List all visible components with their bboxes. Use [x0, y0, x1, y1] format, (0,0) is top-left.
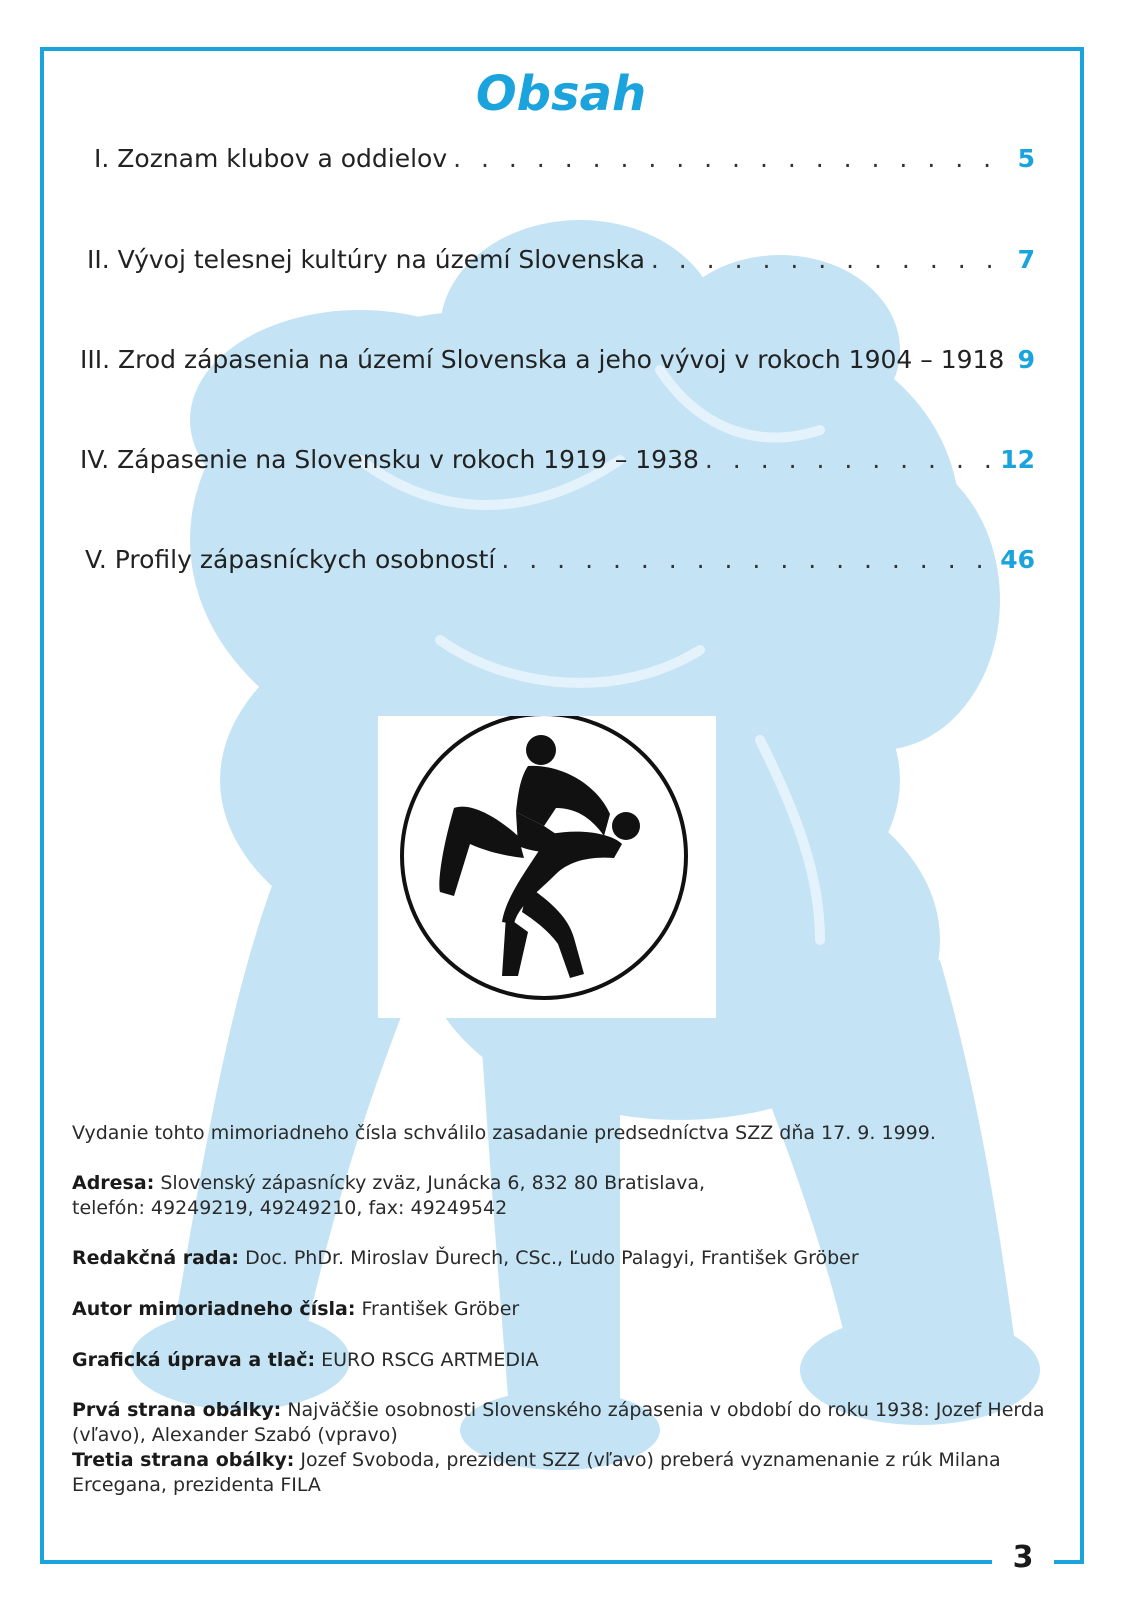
phone-line: telefón: 49249219, 49249210, fax: 49249542	[72, 1197, 508, 1219]
toc-item-label: III. Zrod zápasenia na území Slovenska a jeho vývoj v rokoch 1904 – 1918	[80, 345, 1005, 374]
toc-item-page: 5	[1017, 144, 1035, 173]
toc-item[interactable]	[80, 445, 1035, 485]
toc-item-label: I. Zoznam klubov a oddielov	[94, 144, 448, 173]
third-cover-value: Jozef Svoboda, prezident SZZ (vľavo) preberá vyznamenanie z rúk Milana Ercegana, prezidenta FILA	[72, 1449, 1001, 1496]
toc-item-page: 9	[1017, 345, 1035, 374]
graphics-value: EURO RSCG ARTMEDIA	[321, 1349, 539, 1371]
author-value: František Gröber	[361, 1298, 520, 1320]
board-value: Doc. PhDr. Miroslav Ďurech, CSc., Ľudo Palagyi, František Gröber	[245, 1247, 859, 1269]
front-cover-value: Najväčšie osobnosti Slovenského zápasenia v období do roku 1938: Jozef Herda (vľavo), Alexander Szabó (vpravo)	[72, 1399, 1045, 1446]
toc-item-page: 12	[1000, 445, 1035, 474]
toc-item[interactable]	[80, 345, 1035, 385]
address-label: Adresa:	[72, 1172, 155, 1194]
toc-leader-dots	[501, 545, 994, 574]
logo-panel	[378, 716, 716, 1018]
toc-item-label: IV. Zápasenie na Slovensku v rokoch 1919 – 1938	[80, 445, 699, 474]
toc-leader-dots	[651, 245, 1012, 274]
address-block	[72, 1171, 1047, 1221]
address-line: Slovenský zápasnícky zväz, Junácka 6, 832 80 Bratislava,	[160, 1172, 706, 1194]
third-cover-label: Tretia strana obálky:	[72, 1449, 295, 1471]
toc-item[interactable]	[80, 545, 1035, 585]
page-title: Obsah	[475, 66, 647, 122]
author-line	[72, 1297, 1047, 1322]
toc-item-label: II. Vývoj telesnej kultúry na území Slovenska	[87, 245, 645, 274]
editorial-board	[72, 1246, 1047, 1271]
wrestling-pictogram-icon	[378, 716, 716, 1018]
toc-item-page: 7	[1017, 245, 1035, 274]
page-number: 3	[1012, 1540, 1034, 1575]
toc-item-page: 46	[1000, 545, 1035, 574]
toc-item-label: V. Profily zápasníckych osobností	[85, 545, 496, 574]
cover-credits	[72, 1398, 1047, 1498]
toc-leader-dots	[705, 445, 994, 474]
front-cover-label: Prvá strana obálky:	[72, 1399, 282, 1421]
approval-note: Vydanie tohto mimoriadneho čísla schválilo zasadanie predsedníctva SZZ dňa 17. 9. 1999.	[72, 1122, 936, 1144]
toc-item[interactable]	[80, 245, 1035, 285]
graphics-label: Grafická úprava a tlač:	[72, 1349, 316, 1371]
toc-leader-dots	[453, 144, 1011, 173]
board-label: Redakčná rada:	[72, 1247, 240, 1269]
author-label: Autor mimoriadneho čísla:	[72, 1298, 356, 1320]
toc-leader-dots	[1010, 345, 1011, 374]
graphics-line	[72, 1348, 1047, 1373]
toc-item[interactable]	[80, 144, 1035, 184]
